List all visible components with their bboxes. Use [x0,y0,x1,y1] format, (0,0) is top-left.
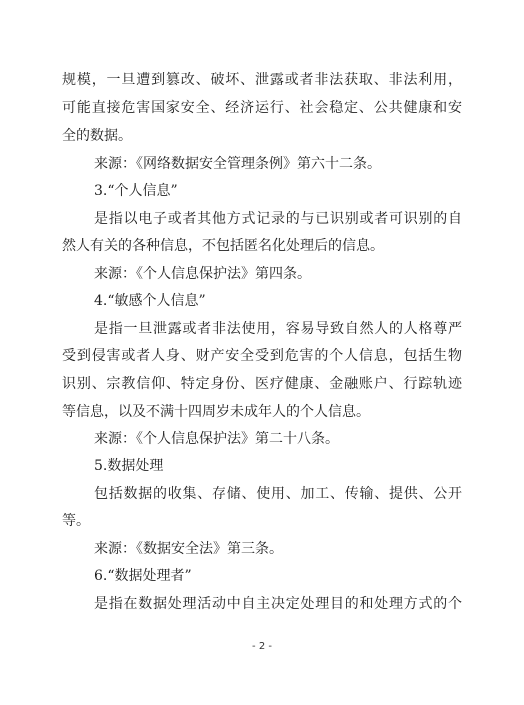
text-line: 受到侵害或者人身、财产安全受到危害的个人信息，包括生物 [62,348,462,364]
source-line: 来源：《数据安全法》第三条。 [94,541,283,557]
text-line: 等。 [62,513,90,529]
text-line: 是指以电子或者其他方式记录的与已识别或者可识别的自 [94,211,462,227]
source-line: 来源：《网络数据安全管理条例》第六十二条。 [94,156,381,172]
section-heading: 4.“敏感个人信息” [94,293,206,309]
section-heading: 3.“个人信息” [94,183,178,199]
section-heading: 5.数据处理 [94,458,164,474]
text-line: 可能直接危害国家安全、经济运行、社会稳定、公共健康和安 [62,100,462,116]
text-line: 全的数据。 [62,128,132,144]
text-line: 是指一旦泄露或者非法使用，容易导致自然人的人格尊严 [94,321,462,337]
text-line: 包括数据的收集、存储、使用、加工、传输、提供、公开 [94,486,462,502]
section-heading: 6.“数据处理者” [94,568,192,584]
text-line: 等信息，以及不满十四周岁未成年人的个人信息。 [62,404,370,420]
text-line: 然人有关的各种信息，不包括匿名化处理后的信息。 [62,238,384,254]
text-line: 识别、宗教信仰、特定身份、医疗健康、金融账户、行踪轨迹 [62,376,462,392]
text-line: 规模，一旦遭到篡改、破坏、泄露或者非法获取、非法利用， [62,72,462,88]
source-line: 来源：《个人信息保护法》第四条。 [94,266,311,282]
text-line: 是指在数据处理活动中自主决定处理目的和处理方式的个 [94,596,462,612]
page-number: - 2 - [252,641,272,652]
source-line: 来源：《个人信息保护法》第二十八条。 [94,431,339,447]
